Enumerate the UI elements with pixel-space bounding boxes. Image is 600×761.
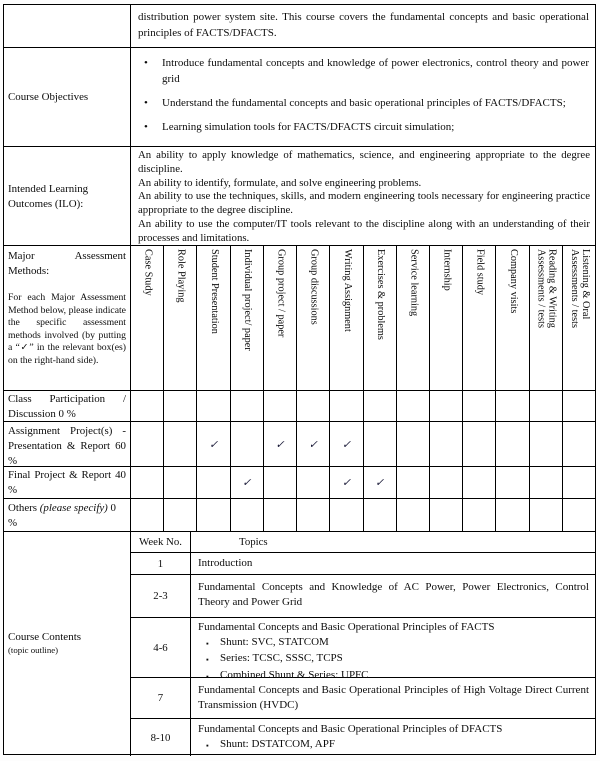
assessment-methods-label	[4, 246, 131, 390]
check-cell	[463, 391, 496, 421]
topic-bullet: ▪ Shunt: DSTATCOM, APF	[206, 737, 589, 754]
check-cell	[563, 467, 595, 498]
topic-text: Introduction	[198, 556, 253, 569]
check-cell	[397, 391, 430, 421]
check-cell	[231, 422, 264, 466]
check-cell	[563, 499, 595, 531]
ilo-item: An ability to identify, formulate, and solve engineering problems.	[138, 176, 422, 189]
check-cell-checked: ✓	[330, 467, 363, 498]
method-col-company-visits: Company visits	[496, 246, 529, 390]
contents-row-week4-6: 4-6 Fundamental Concepts and Basic Operational Principles of FACTS ▪ Shunt: SVC, STATCOM ▪ Series: TCSC, SSSC, TCPS ▪ Combined Shunt & Series: UPFC	[131, 618, 595, 678]
method-col-reading-writing: Reading & Writing Assessments / tests	[530, 246, 563, 390]
check-cell-checked: ✓	[264, 422, 297, 466]
week-no-header: Week No.	[131, 532, 191, 552]
bullet-icon: •	[144, 57, 148, 69]
topic-text	[191, 618, 595, 681]
empty-label-cell	[4, 5, 131, 47]
square-bullet-icon: ▪	[206, 638, 209, 648]
check-cell	[563, 391, 595, 421]
method-col-field-study: Field study	[463, 246, 496, 390]
check-cell	[197, 499, 230, 531]
check-cell	[330, 499, 363, 531]
assessment-title: Major Assessment Methods:	[8, 250, 126, 277]
check-cell-checked: ✓	[330, 422, 363, 466]
objective-item	[144, 55, 589, 87]
method-col-group-discussions: Group discussions	[297, 246, 330, 390]
check-cell	[463, 467, 496, 498]
ilo-list	[131, 147, 595, 245]
topic-outline-sublabel: (topic outline)	[8, 645, 59, 655]
check-cell	[496, 391, 529, 421]
course-objectives-label: Course Objectives	[4, 48, 131, 146]
course-objectives-list	[131, 48, 595, 146]
check-cell	[530, 499, 563, 531]
check-cell	[364, 499, 397, 531]
square-bullet-icon: ▪	[206, 655, 209, 665]
check-cell	[330, 391, 363, 421]
syllabus-table	[3, 4, 596, 755]
objective-text: Introduce fundamental concepts and knowledge of power electronics, control theory and power grid	[162, 57, 589, 85]
check-cell	[364, 422, 397, 466]
ilo-item: An ability to use the techniques, skills, and modern engineering tools necessary for engineering practice appropriate to the degree discipline.	[138, 190, 590, 217]
objective-item	[144, 95, 589, 111]
objective-text: Understand the fundamental concepts and basic operational principles of FACTS/DFACTS;	[162, 97, 566, 109]
ilo-item: An ability to use the computer/IT tools relevant to the discipline along with an understanding of their processes and limitations.	[138, 217, 590, 244]
check-cell	[297, 391, 330, 421]
topic-title: Fundamental Concepts and Basic Operational Principles of FACTS	[198, 621, 495, 633]
check-cell	[463, 499, 496, 531]
others-label: Others (please specify) 0 %	[4, 499, 131, 531]
check-cell	[364, 391, 397, 421]
final-project-label: Final Project & Report 40 %	[4, 467, 131, 498]
check-cell	[231, 499, 264, 531]
assignment-project-label: Assignment Project(s) -Presentation & Report 60 %	[4, 422, 131, 466]
method-col-writing-assignment: Writing Assignment	[330, 246, 363, 390]
check-cell	[264, 467, 297, 498]
check-cell	[297, 499, 330, 531]
course-contents-row	[4, 532, 595, 756]
check-cell	[563, 422, 595, 466]
check-cell	[397, 467, 430, 498]
method-col-student-presentation: Student Presentation	[197, 246, 230, 390]
objective-text: Learning simulation tools for FACTS/DFACTS circuit simulation;	[162, 121, 455, 133]
check-cell	[397, 499, 430, 531]
assignment-project-row	[4, 422, 595, 467]
ilo-row	[4, 147, 595, 246]
contents-row-week8-10: 8-10 Fundamental Concepts and Basic Operational Principles of DFACTS ▪ Shunt: DSTATCOM, APF	[131, 719, 595, 756]
ilo-item: An ability to apply knowledge of mathematics, science, and engineering appropriate to the degree discipline.	[138, 149, 590, 175]
check-cell	[231, 391, 264, 421]
method-col-case-study: Case Study	[131, 246, 164, 390]
check-cell	[131, 467, 164, 498]
others-row	[4, 499, 595, 532]
class-participation-row	[4, 391, 595, 422]
check-cell	[496, 467, 529, 498]
topic-text: Fundamental Concepts and Basic Operational Principles of High Voltage Direct Current Transmission (HVDC)	[198, 684, 589, 711]
check-cell	[430, 422, 463, 466]
contents-row-week2-3: 2-3 Fundamental Concepts and Knowledge of AC Power, Power Electronics, Control Theory and Power Grid	[131, 575, 595, 618]
topic-bullet: ▪ Shunt: SVC, STATCOM	[206, 635, 589, 652]
check-cell	[430, 467, 463, 498]
topic-bullet: ▪ Combined Shunt & Series: UPFC	[206, 668, 589, 685]
check-cell	[297, 467, 330, 498]
check-cell	[530, 422, 563, 466]
method-col-individual-project: Individual project/ paper	[231, 246, 264, 390]
check-cell	[164, 499, 197, 531]
square-bullet-icon: ▪	[206, 671, 209, 681]
check-cell-checked: ✓	[364, 467, 397, 498]
check-cell	[131, 391, 164, 421]
course-contents-label: Course Contents (topic outline)	[4, 532, 131, 756]
course-objectives-row	[4, 48, 595, 147]
check-cell	[496, 499, 529, 531]
check-cell	[397, 422, 430, 466]
check-cell	[463, 422, 496, 466]
contents-row-week1: 1 Introduction	[131, 553, 595, 575]
check-cell-checked: ✓	[297, 422, 330, 466]
please-specify-italic: (please specify)	[39, 502, 108, 514]
final-project-row	[4, 467, 595, 499]
course-description-row	[4, 5, 595, 48]
bullet-icon: •	[144, 121, 148, 133]
method-col-service-learning: Service learning	[397, 246, 430, 390]
square-bullet-icon: ▪	[206, 740, 209, 750]
class-participation-label: Class Participation / Discussion 0 %	[4, 391, 131, 421]
assessment-instructions: For each Major Assessment Method below, please indicate the specific assessment methods involved (by putting a “✓” in the relevant box(es) on the right-hand side).	[8, 292, 126, 366]
contents-row-week7: 7 Fundamental Concepts and Basic Operational Principles of High Voltage Direct Current Transmission (HVDC)	[131, 678, 595, 719]
method-col-exercises-problems: Exercises & problems	[364, 246, 397, 390]
method-col-internship: Internship	[430, 246, 463, 390]
check-cell	[131, 422, 164, 466]
check-cell	[164, 391, 197, 421]
check-cell	[164, 422, 197, 466]
check-cell	[264, 391, 297, 421]
objective-item	[144, 119, 589, 135]
check-cell-checked: ✓	[231, 467, 264, 498]
assessment-header-row	[4, 246, 595, 391]
check-cell-checked: ✓	[197, 422, 230, 466]
topics-header: Topics	[239, 536, 268, 548]
course-description-text: distribution power system site. This course covers the fundamental concepts and basic operational principles of FACTS/DFACTS.	[138, 11, 589, 39]
check-cell	[530, 391, 563, 421]
method-col-listening-oral: Listening & Oral Assessments / tests	[568, 249, 591, 328]
method-col-group-project: Group project / paper	[264, 246, 297, 390]
method-col-role-playing: Role Playing	[164, 246, 197, 390]
topic-text: Fundamental Concepts and Knowledge of AC Power, Power Electronics, Control Theory and Power Grid	[198, 581, 589, 608]
check-cell	[197, 391, 230, 421]
check-cell	[430, 391, 463, 421]
contents-header-row	[131, 532, 595, 553]
ilo-label: Intended Learning Outcomes (ILO):	[4, 147, 131, 245]
topic-title: Fundamental Concepts and Basic Operational Principles of DFACTS	[198, 723, 503, 735]
check-cell	[164, 467, 197, 498]
check-cell	[197, 467, 230, 498]
check-cell	[264, 499, 297, 531]
topic-bullet: ▪ Series: TCSC, SSSC, TCPS	[206, 651, 589, 668]
bullet-icon: •	[144, 97, 148, 109]
check-cell	[496, 422, 529, 466]
check-cell	[430, 499, 463, 531]
topic-text	[191, 719, 595, 756]
check-cell	[530, 467, 563, 498]
contents-subtable	[131, 532, 595, 756]
check-cell	[131, 499, 164, 531]
